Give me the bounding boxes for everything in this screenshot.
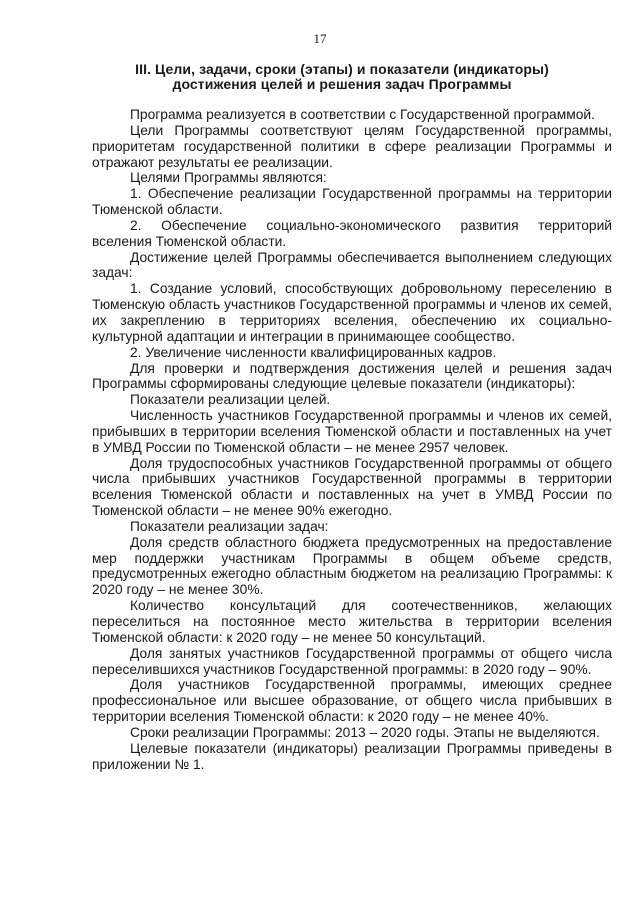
paragraph: 1. Обеспечение реализации Государственной программы на территории Тюменской области. [92,186,612,218]
page-number: 17 [313,31,327,46]
paragraph: Количество консультаций для соотечественников, желающих переселиться на постоянное место жительства в территории вселения Тюменской области: к 2020 году – не менее 50 консультаций. [92,598,612,645]
paragraph: Численность участников Государственной программы и членов их семей, прибывших в территории вселения Тюменской области и поставленных на учет в УМВД России по Тюменской области – не менее 2957 человек. [92,408,612,455]
paragraph: Программа реализуется в соответствии с Государственной программой. [130,107,595,122]
paragraph: Доля занятых участников Государственной программы от общего числа переселившихся участников Государственной программы: в 2020 году – 90%. [92,645,612,677]
paragraph: 1. Создание условий, способствующих добровольному переселению в Тюменскую область участников Государственной программы и членов их семей, их закреплению в территориях вселения, обеспечению их социально-культурной адаптации и интеграции в принимающее сообщество. [92,281,612,344]
paragraph: Доля участников Государственной программы, имеющих среднее профессиональное или высшее образование, от общего числа прибывших в территории вселения Тюменской области: к 2020 году – не менее 40%. [92,677,612,725]
paragraph: Целями Программы являются: [130,170,327,186]
paragraph: Достижение целей Программы обеспечивается выполнением следующих задач: [92,249,612,281]
body-text [92,107,612,772]
paragraph: Показатели реализации задач: [130,518,329,534]
paragraph: Сроки реализации Программы: 2013 – 2020 годы. Этапы не выделяются. [130,724,600,740]
paragraph: Показатели реализации целей. [130,392,331,408]
paragraph: 2. Обеспечение социально-экономического развития территорий вселения Тюменской области. [92,217,612,249]
paragraph: Доля средств областного бюджета предусмотренных на предоставление мер поддержки участникам Программы в общем объеме средств, предусмотренных ежегодно областным бюджетом на реализацию Программы: к 2020 году – не менее 30%. [92,534,612,598]
paragraph: Доля трудоспособных участников Государственной программы от общего числа прибывших участников Государственной программы в территории вселения Тюменской области и поставленных на учет в УМВД России по Тюменской области – не менее 90% ежегодно. [92,455,612,519]
paragraph: Для проверки и подтверждения достижения целей и решения задач Программы сформированы следующие целевые показатели (индикаторы): [92,360,612,392]
paragraph: Цели Программы соответствуют целям Государственной программы, приоритетам государственной политики в сфере реализации Программы и отражают результаты ее реализации. [92,122,612,170]
paragraph: Целевые показатели (индикаторы) реализации Программы приведены в приложении № 1. [92,740,612,772]
section-heading-line-1: III. Цели, задачи, сроки (этапы) и показатели (индикаторы) [135,61,549,77]
section-heading-line-2: достижения целей и решения задач Программы [172,76,512,92]
paragraph: 2. Увеличение численности квалифицированных кадров. [130,344,497,360]
section-heading [92,62,592,92]
